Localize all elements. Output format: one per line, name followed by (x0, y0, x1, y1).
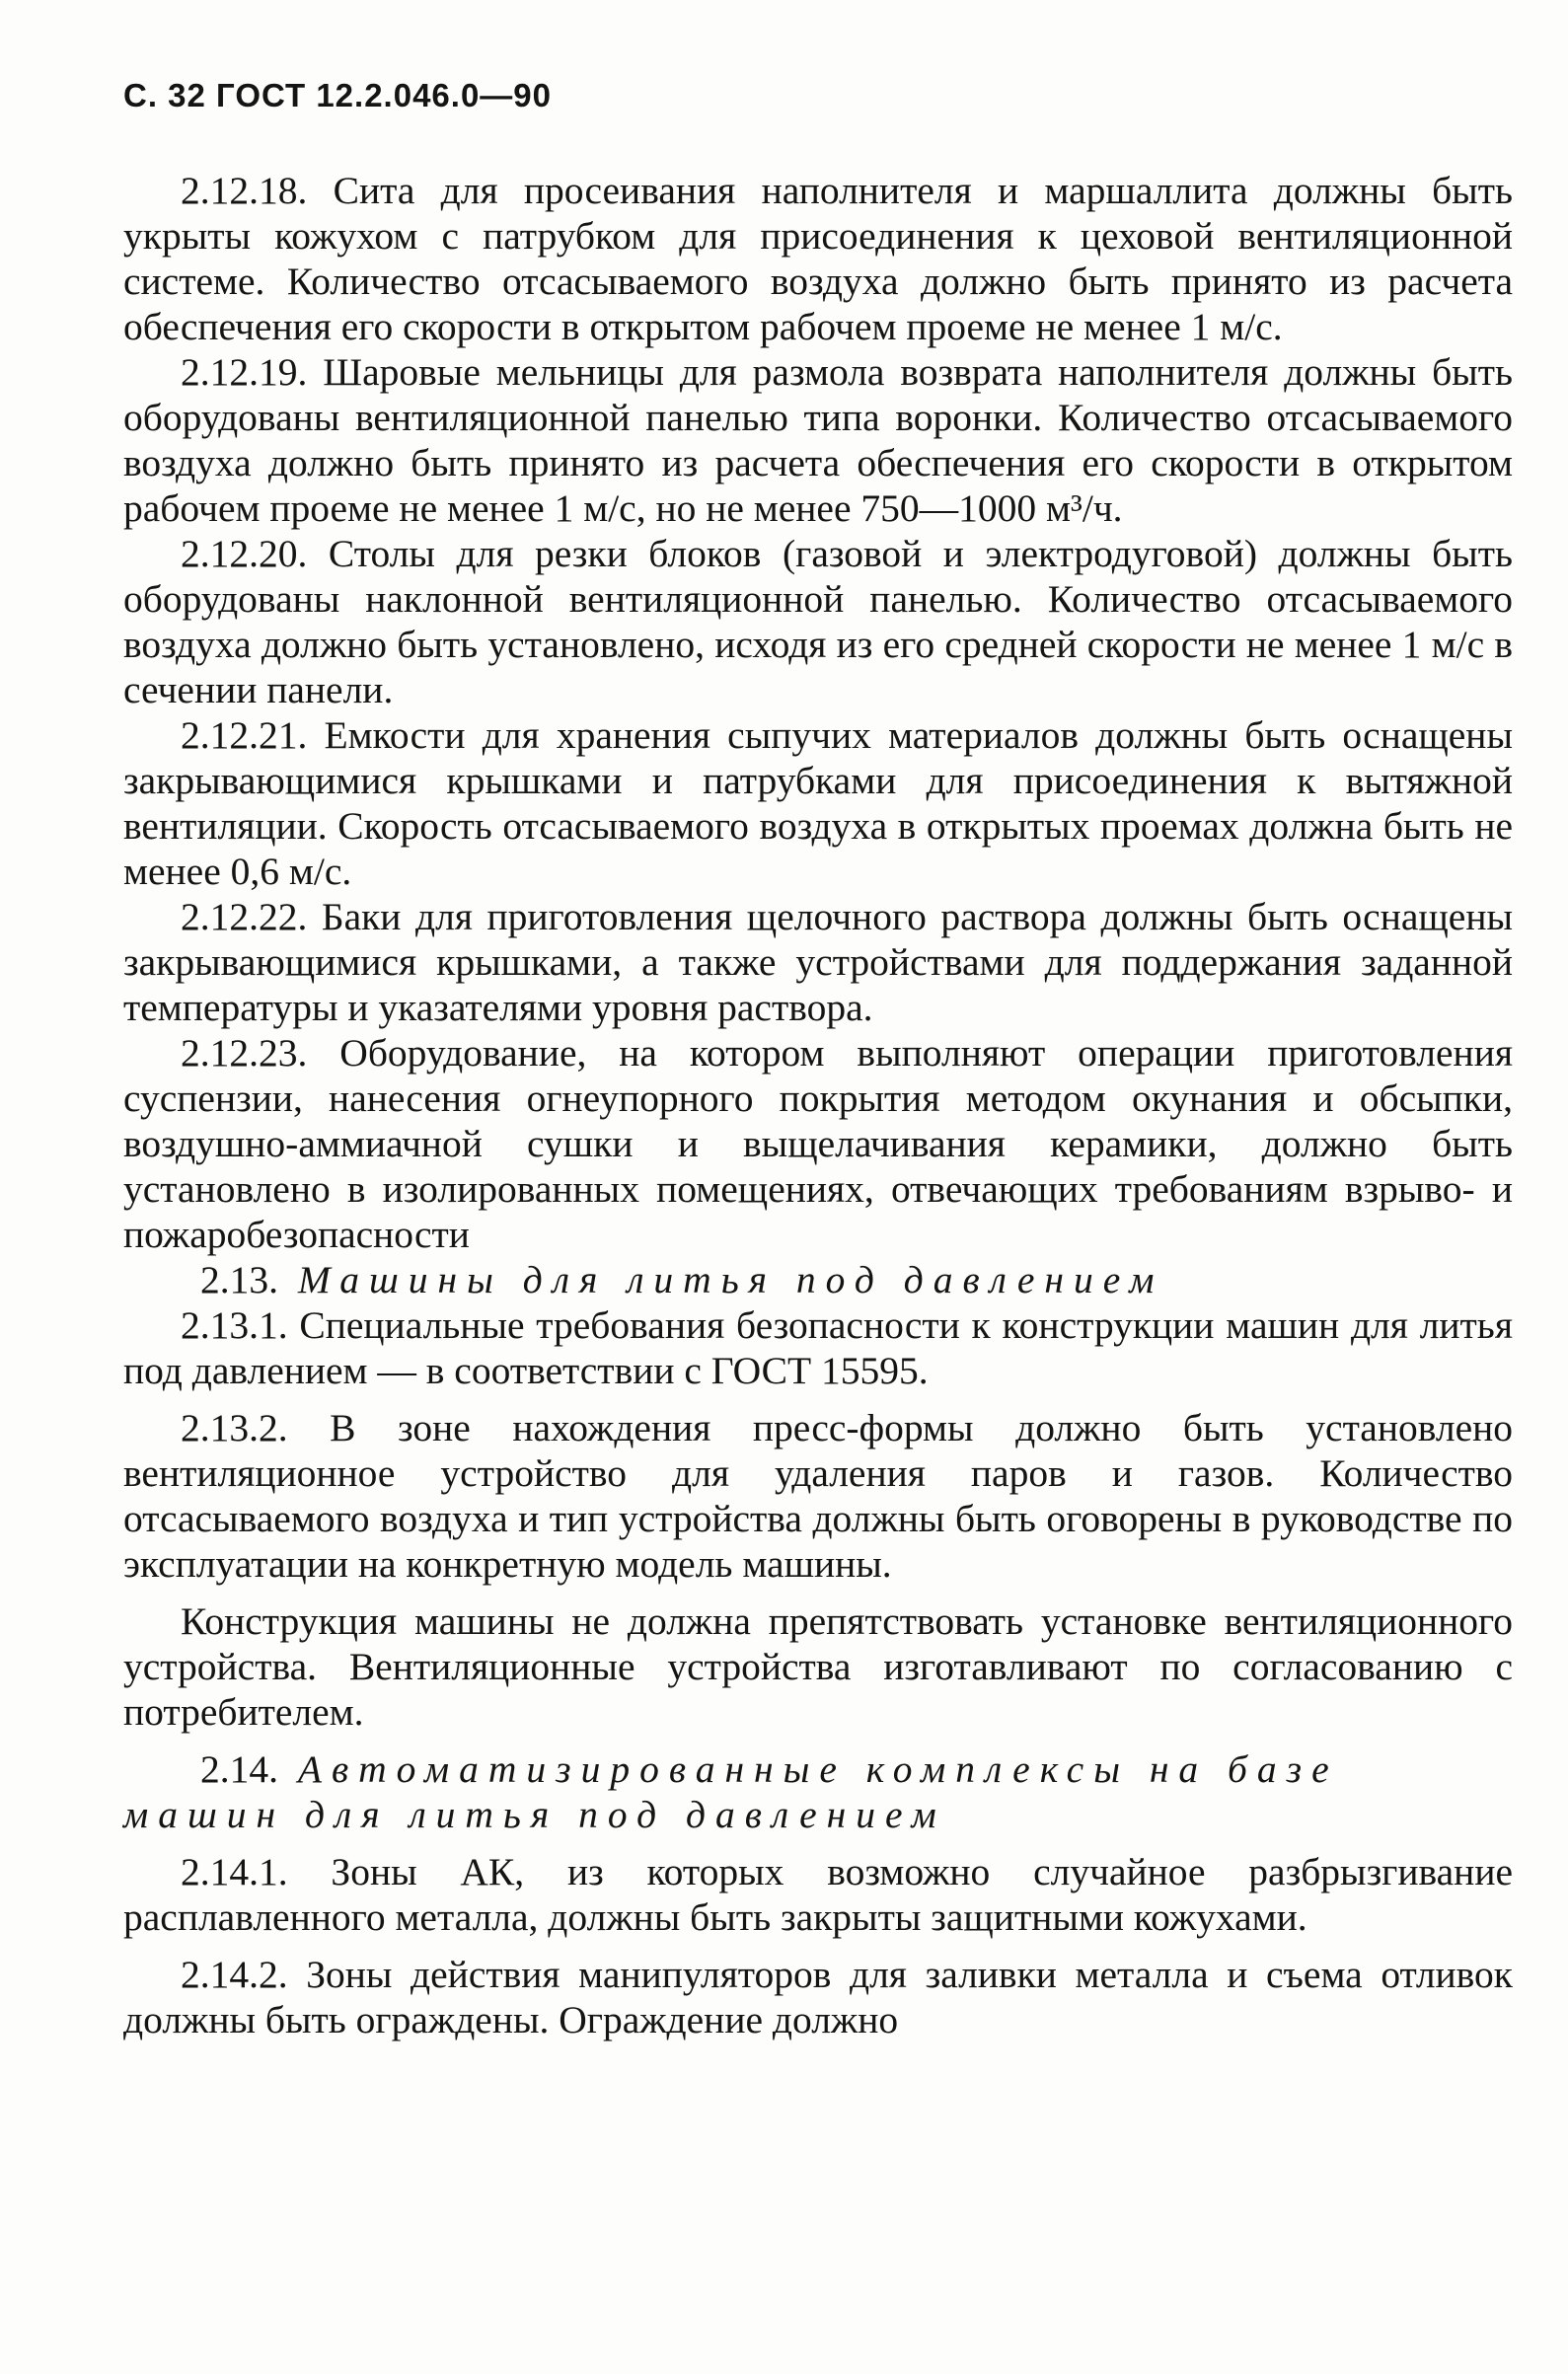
clause-2-12-20: 2.12.20. Столы для резки блоков (газовой и электродуговой) должны быть оборудованы наклонной вентиляционной панелью. Количество отсасываемого воздуха должно быть установлено, исходя из его средней скорости не менее 1 м/с в сечении панели. (123, 532, 1513, 711)
section-number-2-13: 2.13. (200, 1258, 278, 1301)
document-body (123, 168, 1513, 2042)
clause-2-12-22: 2.12.22. Баки для приготовления щелочного раствора должны быть оснащены закрывающимися крышками, а также устройствами для поддержания заданной температуры и указателями уровня раствора. (123, 895, 1513, 1029)
clause-2-12-19: 2.12.19. Шаровые мельницы для размола возврата наполнителя должны быть оборудованы вентиляционной панелью типа воронки. Количество отсасываемого воздуха должно быть принято из расчета обеспечения его скорости в открытом рабочем проеме не менее 1 м/с, но не менее 750—1000 м³/ч. (123, 350, 1513, 530)
section-title-2-14: Автоматизированные комплексы на базе машин для литья под давлением (123, 1747, 1339, 1836)
clause-2-13-2: 2.13.2. В зоне нахождения пресс-формы должно быть установлено вентиляционное устройство для удаления паров и газов. Количество отсасываемого воздуха и тип устройства должны быть оговорены в руководстве по эксплуатации на конкретную модель машины. (123, 1406, 1513, 1586)
clause-2-13-1: 2.13.1. Специальные требования безопасности к конструкции машин для литья под давлением — в соответствии с ГОСТ 15595. (123, 1303, 1513, 1392)
section-title-2-13: Машины для литья под давлением (297, 1258, 1164, 1301)
clause-2-13-2-continuation: Конструкция машины не должна препятствовать установке вентиляционного устройства. Вентиляционные устройства изготавливают по согласованию с потребителем. (123, 1599, 1513, 1734)
section-heading-2-14 (123, 1746, 1513, 1837)
clause-2-12-21: 2.12.21. Емкости для хранения сыпучих материалов должны быть оснащены закрывающимися крышками и патрубками для присоединения к вытяжной вентиляции. Скорость отсасываемого воздуха в открытых проемах должна быть не менее 0,6 м/с. (123, 713, 1513, 893)
page-header: С. 32 ГОСТ 12.2.046.0—90 (123, 77, 553, 113)
clause-2-12-18: 2.12.18. Сита для просеивания наполнителя и маршаллита должны быть укрыты кожухом с патрубком для присоединения к цеховой вентиляционной системе. Количество отсасываемого воздуха должно быть принято из расчета обеспечения его скорости в открытом рабочем проеме не менее 1 м/с. (123, 169, 1513, 348)
clause-2-14-2: 2.14.2. Зоны действия манипуляторов для заливки металла и съема отливок должны быть ограждены. Ограждение должно (123, 1953, 1513, 2041)
clause-2-12-23: 2.12.23. Оборудование, на котором выполняют операции приготовления суспензии, нанесения огнеупорного покрытия методом окунания и обсыпки, воздушно-аммиачной сушки и выщелачивания керамики, должно быть установлено в изолированных помещениях, отвечающих требованиям взрыво- и пожаробезопасности (123, 1031, 1513, 1256)
section-number-2-14: 2.14. (200, 1747, 278, 1791)
clause-2-14-1: 2.14.1. Зоны АК, из которых возможно случайное разбрызгивание расплавленного металла, должны быть закрыты защитными кожухами. (123, 1850, 1513, 1939)
section-heading-2-13 (123, 1257, 1513, 1302)
